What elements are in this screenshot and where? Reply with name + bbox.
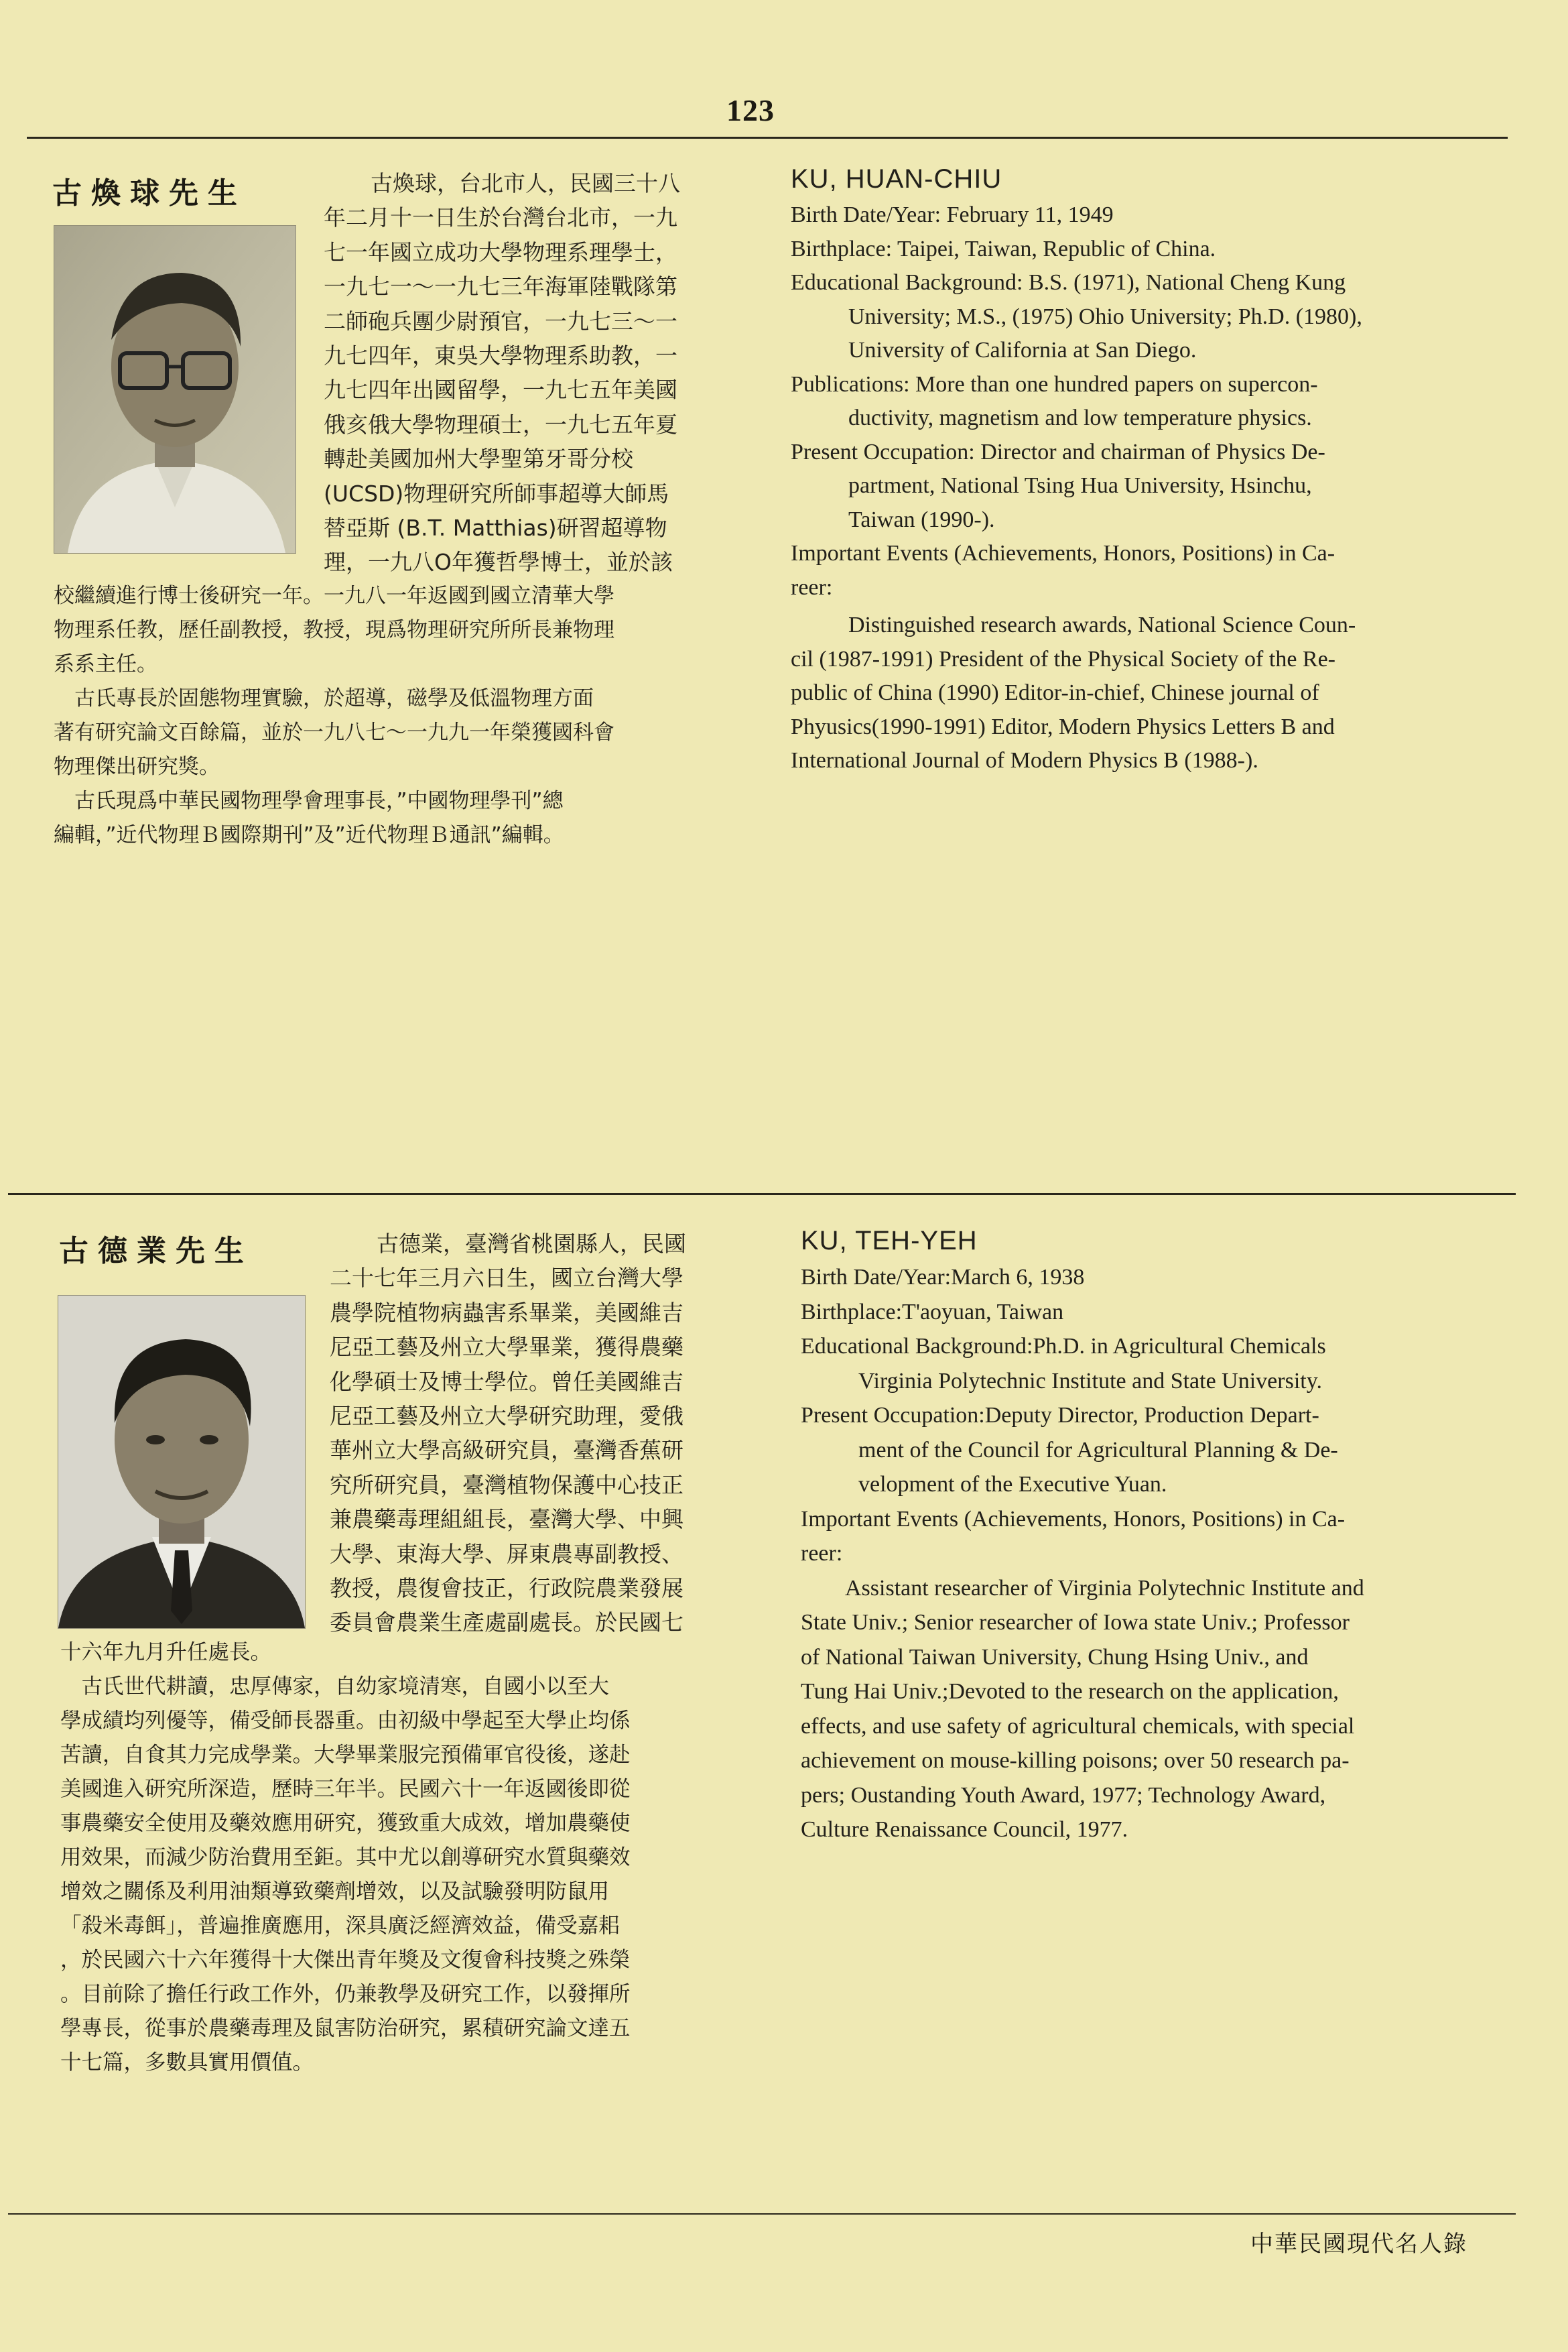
en-bio [801, 1221, 1471, 1847]
cn-bio-line: 俄亥俄大學物理碩士，一九七五年夏 [324, 411, 677, 438]
en-name: KU, TEH-YEH [801, 1226, 978, 1255]
en-bio-line: of National Taiwan University, Chung Hsing Univ., and [801, 1644, 1309, 1670]
cn-bio-line: 美國進入研究所深造，歷時三年半。民國六十一年返國後即從 [60, 1777, 631, 1801]
cn-bio-line: 古氏專長於固態物理實驗，於超導，磁學及低溫物理方面 [54, 686, 594, 710]
en-bio-line: Birth Date/Year: February 11, 1949 [791, 202, 1114, 227]
en-bio [791, 160, 1461, 778]
en-bio-line: velopment of the Executive Yuan. [858, 1472, 1167, 1497]
en-bio-line: Important Events (Achievements, Honors, Positions) in Ca- [801, 1506, 1346, 1532]
en-bio-line: Birthplace: Taipei, Taiwan, Republic of China. [791, 236, 1216, 261]
cn-bio-line: 校繼續進行博士後研究一年。一九八一年返國到國立清華大學 [54, 584, 614, 608]
entry-cn-name: 古德業先生 [59, 1234, 253, 1268]
cn-bio-continued [54, 579, 750, 853]
cn-bio-line: 物理系任教，歷任副教授，教授，現爲物理研究所所長兼物理 [54, 618, 614, 642]
top-rule [27, 137, 1508, 139]
en-bio-line: achievement on mouse-killing poisons; over 50 research pa- [801, 1748, 1350, 1773]
cn-bio-line: 學專長，從事於農藥毒理及鼠害防治研究，累積研究論文達五 [60, 2016, 631, 2040]
cn-bio-line: 系系主任。 [54, 652, 157, 676]
en-bio-line: Tung Hai Univ.;Devoted to the research on the application, [801, 1679, 1339, 1704]
portrait-man-suit [58, 1296, 305, 1628]
cn-bio-line: 尼亞工藝及州立大學畢業，獲得農藥 [330, 1334, 683, 1361]
cn-bio-line: 教授，農復會技正，行政院農業發展 [330, 1575, 683, 1602]
cn-bio-line: 委員會農業生產處副處長。於民國七 [330, 1609, 683, 1636]
cn-bio-line: 物理傑出研究獎。 [54, 755, 220, 779]
en-bio-line: Educational Background:Ph.D. in Agricultural Chemicals [801, 1334, 1326, 1359]
portrait-photo [58, 1295, 306, 1629]
cn-bio-line: 年二月十一日生於台灣台北市，一九 [324, 204, 677, 231]
en-bio-line: Assistant researcher of Virginia Polytechnic Institute and [845, 1575, 1364, 1601]
en-bio-line: Present Occupation: Director and chairman of Physics De- [791, 439, 1325, 465]
cn-bio-line: 替亞斯 (B.T. Matthias)研習超導物 [324, 515, 667, 542]
en-bio-line: ment of the Council for Agricultural Planning & De- [858, 1437, 1338, 1463]
cn-bio-line: (UCSD)物理研究所師事超導大師馬 [324, 480, 669, 507]
cn-bio-line: 化學碩士及博士學位。曾任美國維吉 [330, 1368, 683, 1395]
cn-bio-line: 華州立大學高級研究員，臺灣香蕉研 [330, 1437, 683, 1464]
en-bio-line: cil (1987-1991) President of the Physical Society of the Re- [791, 646, 1335, 672]
en-bio-line: ductivity, magnetism and low temperature physics. [848, 406, 1312, 430]
en-bio-line: State Univ.; Senior researcher of Iowa state Univ.; Professor [801, 1610, 1350, 1635]
cn-bio-line: 古氏世代耕讀，忠厚傳家，自幼家境清寒，自國小以至大 [60, 1674, 610, 1698]
cn-bio-line: 著有研究論文百餘篇，並於一九八七～一九九一年榮獲國科會 [54, 721, 614, 745]
cn-bio-line: 十六年九月升任處長。 [60, 1640, 272, 1664]
cn-bio-line: 九七四年出國留學，一九七五年美國 [324, 377, 677, 404]
en-bio-line: Publications: More than one hundred papers on supercon- [791, 371, 1318, 397]
cn-bio-line: 古煥球，台北市人，民國三十八 [371, 170, 680, 196]
en-bio-line: reer: [801, 1541, 843, 1566]
cn-bio-line: 。目前除了擔任行政工作外，仍兼教學及研究工作，以發揮所 [60, 1982, 631, 2006]
cn-bio [324, 166, 739, 580]
cn-bio-line: 用效果，而減少防治費用至鉅。其中尤以創導研究水質與藥效 [60, 1845, 631, 1869]
en-bio-line: Distinguished research awards, National Science Coun- [848, 613, 1356, 637]
cn-bio-line: 大學、東海大學、屏東農專副教授、 [330, 1540, 683, 1567]
page-number: 123 [726, 93, 775, 127]
cn-bio-line: 究所研究員，臺灣植物保護中心技正 [330, 1471, 683, 1498]
en-bio-line: International Journal of Modern Physics B (1988-). [791, 748, 1258, 773]
cn-bio-line: 苦讀，自食其力完成學業。大學畢業服完預備軍官役後，遂赴 [60, 1743, 631, 1767]
en-bio-line: Culture Renaissance Council, 1977. [801, 1817, 1128, 1842]
cn-bio-line: 二師砲兵團少尉預官，一九七三～一 [324, 308, 677, 334]
en-bio-line: Present Occupation:Deputy Director, Production Depart- [801, 1403, 1319, 1428]
cn-bio-line: 古氏現爲中華民國物理學會理事長，”中國物理學刊”總 [54, 789, 564, 813]
bottom-rule [8, 2213, 1516, 2215]
cn-bio-line: 學成績均列優等，備受師長器重。由初級中學起至大學止均係 [60, 1709, 631, 1733]
cn-bio [330, 1227, 745, 1640]
cn-bio-line: 尼亞工藝及州立大學研究助理，愛俄 [330, 1403, 683, 1430]
portrait-man-glasses [54, 226, 296, 553]
footer-book-title: 中華民國現代名人錄 [1250, 2231, 1467, 2257]
cn-bio-line: 事農藥安全使用及藥效應用研究，獲致重大成效，增加農藥使 [60, 1811, 631, 1835]
middle-rule [8, 1193, 1516, 1195]
en-bio-line: reer: [791, 574, 833, 600]
en-bio-line: Educational Background: B.S. (1971), National Cheng Kung [791, 270, 1346, 295]
cn-bio-line: 十七篇，多數具實用價值。 [60, 2050, 314, 2075]
en-bio-line: Taiwan (1990-). [848, 507, 995, 532]
cn-bio-line: 兼農藥毒理組組長，臺灣大學、中興 [330, 1506, 683, 1533]
en-bio-line: pers; Oustanding Youth Award, 1977; Technology Award, [801, 1782, 1326, 1808]
en-bio-line: Birth Date/Year:March 6, 1938 [801, 1265, 1085, 1290]
en-bio-line: Phyusics(1990-1991) Editor, Modern Physics Letters B and [791, 714, 1335, 739]
en-bio-line: Virginia Polytechnic Institute and State University. [858, 1368, 1323, 1394]
cn-bio-line: 古德業，臺灣省桃園縣人，民國 [377, 1231, 686, 1257]
en-bio-line: University; M.S., (1975) Ohio University; Ph.D. (1980), [848, 304, 1362, 329]
cn-bio-line: ，於民國六十六年獲得十大傑出青年獎及文復會科技獎之殊榮 [60, 1948, 631, 1972]
cn-bio-line: 理，一九八O年獲哲學博士，並於該 [324, 549, 673, 576]
cn-bio-line: 轉赴美國加州大學聖第牙哥分校 [324, 446, 633, 473]
cn-bio-line: 農學院植物病蟲害系畢業，美國維吉 [330, 1299, 683, 1326]
en-bio-line: partment, National Tsing Hua University, Hsinchu, [848, 473, 1312, 498]
en-name: KU, HUAN-CHIU [791, 164, 1002, 194]
en-bio-line: University of California at San Diego. [848, 338, 1197, 363]
en-bio-line: Important Events (Achievements, Honors, Positions) in Ca- [791, 541, 1335, 566]
cn-bio-line: 二十七年三月六日生，國立台灣大學 [330, 1265, 683, 1292]
cn-bio-line: 增效之關係及利用油類導致藥劑增效，以及試驗發明防鼠用 [60, 1879, 610, 1904]
en-bio-line: Birthplace:T'aoyuan, Taiwan [801, 1299, 1064, 1324]
entry-cn-name: 古煥球先生 [52, 176, 247, 210]
cn-bio-line: 編輯，”近代物理Ｂ國際期刊”及”近代物理Ｂ通訊”編輯。 [54, 823, 564, 847]
cn-bio-line: 「殺米毒餌」，普遍推廣應用，深具廣泛經濟效益，備受嘉耜 [60, 1914, 620, 1938]
portrait-photo [54, 225, 296, 554]
en-bio-line: effects, and use safety of agricultural chemicals, with special [801, 1713, 1355, 1739]
cn-bio-line: 七一年國立成功大學物理系理學士， [324, 239, 677, 265]
cn-bio-continued [60, 1635, 757, 2080]
en-bio-line: public of China (1990) Editor-in-chief, Chinese journal of [791, 680, 1319, 705]
cn-bio-line: 一九七一～一九七三年海軍陸戰隊第 [324, 273, 677, 300]
cn-bio-line: 九七四年，東吳大學物理系助教，一 [324, 343, 677, 369]
